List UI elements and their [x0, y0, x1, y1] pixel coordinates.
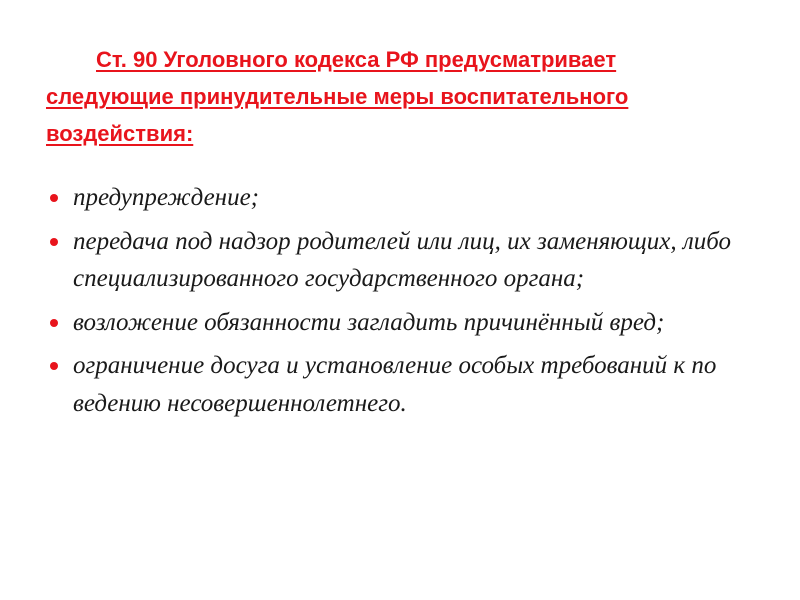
list-item-text: предупреждение;	[73, 184, 259, 211]
list-item	[46, 304, 756, 342]
list-item	[46, 179, 756, 217]
slide-heading	[46, 41, 746, 152]
list-item-text: ограничение досуга и установление особых требований к по ведению несовершеннолетнего.	[73, 352, 717, 417]
bullet-dot-icon	[50, 319, 58, 327]
bullet-dot-icon	[50, 238, 58, 246]
bullet-list	[46, 179, 756, 428]
list-item-text: передача под надзор родителей или лиц, их заменяющих, либо специализированного государственного органа;	[73, 227, 732, 292]
list-item	[46, 347, 756, 422]
slide-heading-text: Ст. 90 Уголовного кодекса РФ предусматривает следующие принудительные меры воспитательного воздействия:	[46, 47, 629, 146]
bullet-dot-icon	[50, 194, 58, 202]
list-item-text: возложение обязанности загладить причинённый вред;	[73, 308, 665, 336]
bullet-dot-icon	[50, 362, 58, 370]
list-item	[46, 223, 756, 298]
